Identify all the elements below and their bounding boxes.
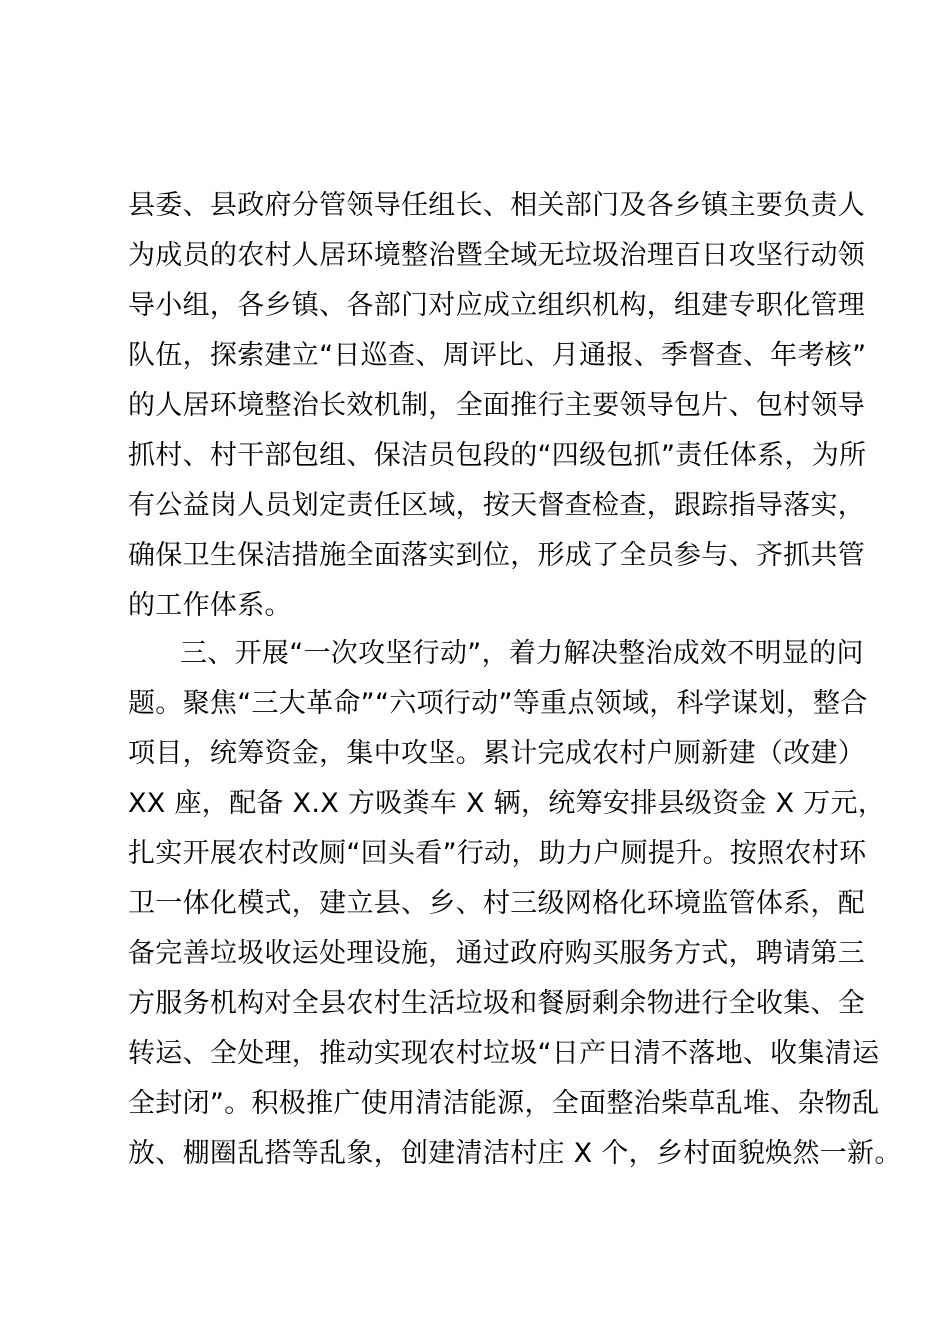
text-line: 转运、全处理，推动实现农村垃圾“日产日清不落地、收集清运 bbox=[128, 1038, 880, 1069]
text-line: 的人居环境整治长效机制，全面推行主要领导包片、包村领导 bbox=[128, 390, 866, 421]
text-line: 卫一体化模式，建立县、乡、村三级网格化环境监管体系，配 bbox=[128, 888, 866, 919]
text-line: 方服务机构对全县农村生活垃圾和餐厨剩余物进行全收集、全 bbox=[128, 988, 866, 1019]
text-line: 全封闭”。积极推广使用清洁能源，全面整治柴草乱堆、杂物乱 bbox=[128, 1088, 880, 1119]
text-line: XX 座，配备 X.X 方吸粪车 X 辆，统筹安排县级资金 X 万元， bbox=[128, 788, 886, 819]
text-line: 抓村、村干部包组、保洁员包段的“四级包抓”责任体系，为所 bbox=[128, 440, 867, 471]
paragraph-campaign bbox=[128, 629, 902, 1179]
section-heading-line: 三、开展“一次攻坚行动”，着力解决整治成效不明显的问 bbox=[180, 638, 864, 669]
text-line: 县委、县政府分管领导任组长、相关部门及各乡镇主要负责人 bbox=[128, 190, 866, 221]
text-line: 导小组，各乡镇、各部门对应成立组织机构，组建专职化管理 bbox=[128, 290, 866, 321]
text-line: 备完善垃圾收运处理设施，通过政府购买服务方式，聘请第三 bbox=[128, 938, 866, 969]
text-line: 确保卫生保洁措施全面落实到位，形成了全员参与、齐抓共管 bbox=[128, 540, 866, 571]
text-line: 题。聚焦“三大革命”“六项行动”等重点领域，科学谋划，整合 bbox=[128, 688, 868, 719]
paragraph-organization bbox=[128, 181, 867, 631]
text-line: 的工作体系。 bbox=[128, 590, 292, 621]
text-line: 为成员的农村人居环境整治暨全域无垃圾治理百日攻坚行动领 bbox=[128, 240, 866, 271]
text-line: 项目，统筹资金，集中攻坚。累计完成农村户厕新建（改建） bbox=[128, 738, 866, 769]
text-line: 放、棚圈乱搭等乱象，创建清洁村庄 X 个，乡村面貌焕然一新。 bbox=[128, 1138, 902, 1169]
text-line: 队伍，探索建立“日巡查、周评比、月通报、季督查、年考核” bbox=[128, 340, 867, 371]
text-line: 有公益岗人员划定责任区域，按天督查检查，跟踪指导落实， bbox=[128, 490, 866, 521]
text-line: 扎实开展农村改厕“回头看”行动，助力户厕提升。按照农村环 bbox=[128, 838, 867, 869]
